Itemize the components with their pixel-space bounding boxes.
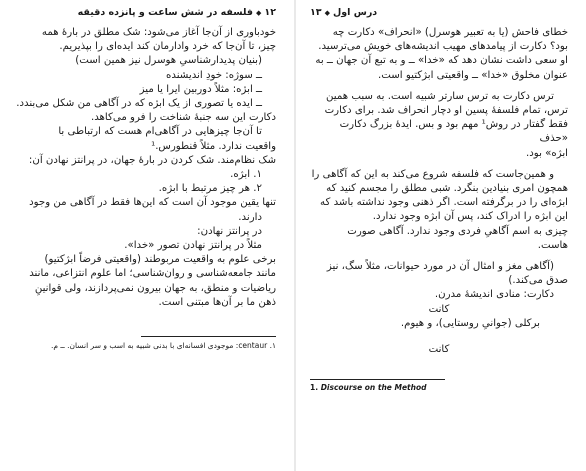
text-line: ابژه» بود. [526,147,568,159]
text-line: تا آن‌جا چیزهایی در آگاهی‌ام هست که ارتباطی با [58,126,262,138]
diamond-icon: ◆ [324,9,330,17]
text-line: ۲. هر چیز مرتبط با ابژه. [158,183,262,195]
text-line: (بنیان پدیدارشناسیِ هوسرل نیز همین است) [75,55,262,67]
text-line: عنوان مخلوق «خدا» ــ واقعیتی ابژکتیو است. [378,69,568,81]
text-line: ــ سوژه: خودِ اندیشنده [166,69,262,81]
right-running-head [310,6,568,20]
text-line: بود؟ دکارت از پیامدهای مهیب اندیشه‌های خویش می‌ترسید. [318,41,568,53]
text-line: کانت [428,303,450,315]
diamond-icon: ◆ [256,9,262,17]
text-line: خودباوری از آن‌جا آغاز می‌شود: شک مطلق در بارهٔ همه [41,27,276,38]
right-footnote-title: Discourse on the Method [320,383,427,393]
left-footnote: ۱. centaur: موجودی افسانه‌ای با بدنی شبیه به اسب و سر انسان. ــ م. [50,341,276,351]
text-line: و همین‌جاست که فلسفه شروع می‌کند به این که آگاهی را [311,168,554,180]
text-line: در پرانتز نهادن: [197,225,262,237]
text-line: چیزی به اسم آگاهیِ فردی وجود ندارد. آگاهی صورت [347,225,568,237]
text-line: ترس دکارت به ترس سارتر شبیه است. به سبب همین [325,90,554,102]
text-line: واقعیت ندارد. مثلاً قنطورس.¹ [151,140,276,152]
text-line: برکلی (جوانیِ روستایی)، و هیوم. [400,317,540,329]
text-line: برخی علوم به واقعیت مربوطند (واقعیتی فرضاً ابژکتیو) [44,254,276,266]
right-page [296,0,586,471]
right-page-number: ۱۳ [310,7,322,18]
text-line: ۱. ابژه. [230,169,262,181]
text-line: این ابژه را ادراک کند، پس آن ابژه وجود ندارد. [372,211,568,223]
text-line: ترس، تمام فلسفهٔ پسین او دچار انحراف شد. برای دکارت [324,105,568,117]
left-body [10,26,276,310]
text-line: ذهن ما بر آن‌ها مبتنی است. [158,296,276,308]
footnote-rule [141,336,276,337]
right-running-title: درس اول [333,7,378,18]
text-line: خطای فاحش (یا به تعبیر هوسرل) «انحراف» دکارت چه [332,27,568,38]
text-line: ریاضیات و منطق، به جهان بیرون نمی‌پردازند، ولی قوانینِ [34,282,276,294]
text-line: چیز، تا آن‌جا که خرد وادارمان کند ایده‌ای را بپذیریم. [59,41,276,53]
text-line: دکارت: منادی اندیشهٔ مدرن. [434,289,554,301]
text-line: مثلاً در پرانتز نهادن تصور «خدا». [124,240,262,252]
left-running-title: فلسفه در شش ساعت و پانزده دقیقه [77,7,253,18]
text-line: فقط گفتار در روش¹ مهم بود و بس. ایدهٔ بزرگ دکارت «حذف [339,119,568,145]
footnote-rule [310,379,445,380]
text-line: دکارت این سه جنبهٔ شناخت را فرو می‌کاهد. [90,112,276,124]
left-running-head [10,6,276,20]
text-line: شک نظام‌مند. شک کردن در بارهٔ جهان، در پرانتز نهادن آن: [28,154,276,166]
text-line: ابژه‌ای را در برگرفته است. اگر ذهنی وجود نداشته باشد که [320,197,568,209]
text-line: او سعی داشت نشان دهد که «خدا» ــ و به تبع آن جهان ــ به [315,55,568,67]
text-line: تنها یقین موجود آن است که این‌ها فقط در آگاهی من وجود [29,197,276,209]
text-line: هاست. [537,239,568,251]
text-line: صدق می‌کند.) [508,275,568,287]
text-line: مانند جامعه‌شناسی و روان‌شناسی؛ اما علوم انتزاعی، مانند [29,268,276,280]
text-line: دارند. [238,211,262,223]
right-body [310,26,568,357]
text-line: همچون امری بنیادین بنگرد. شبی مطلق را مجسم کنید که [326,183,568,195]
left-page-number: ۱۲ [264,7,276,18]
text-line: ــ ابژه: مثلاً دوربین ایرا یا میز [139,83,262,95]
right-footnote [310,383,568,392]
right-footnote-label: 1. [310,383,319,393]
text-line: ــ ایده یا تصوری از یک ابژه که در آگاهی من شکل می‌بندد. [16,98,262,110]
text-line: (آگاهی مغز و امثال آن در مورد حیوانات، مثلاً سگ، نیز [326,261,554,273]
text-line: کانت [428,344,450,356]
